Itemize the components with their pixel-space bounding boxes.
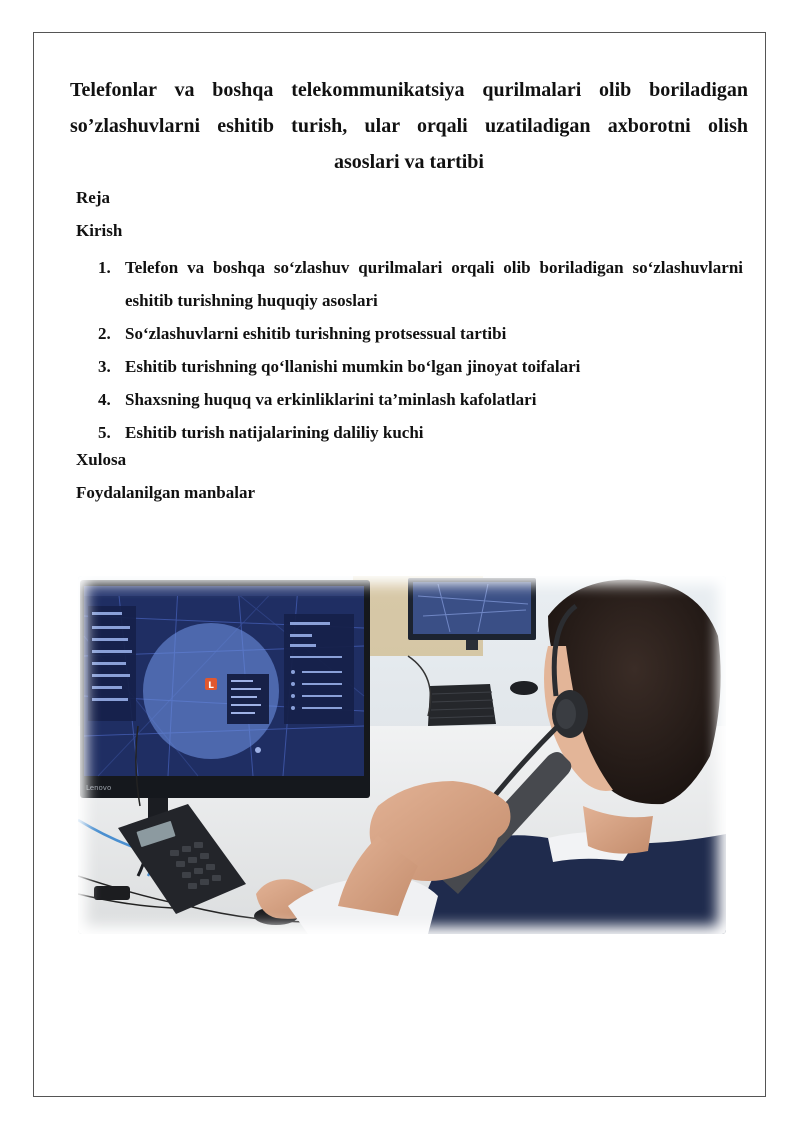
plan-list (98, 251, 743, 449)
page-frame (33, 32, 766, 1097)
back-keyboard (428, 684, 496, 726)
plan-item (98, 350, 743, 383)
plan-item-text: Shaxsning huquq va erkinliklarini ta’minlash kafolatlari (125, 390, 537, 409)
conclusion-heading: Xulosa (76, 450, 127, 469)
plan-item-number: 4. (98, 390, 111, 409)
plan-item-number: 2. (98, 324, 111, 343)
plan-item (98, 383, 743, 416)
title-line-2: so’zlashuvlarni eshitib turish, ular orqali uzatiladigan axborotni olish (70, 115, 748, 137)
plan-item-text: So‘zlashuvlarni eshitib turishning protsessual tartibi (125, 324, 507, 343)
plan-item (98, 317, 743, 350)
plan-item-number: 5. (98, 423, 111, 442)
back-mouse (510, 681, 538, 695)
back-monitor (408, 578, 536, 650)
plan-heading: Reja (76, 188, 110, 207)
document-title (70, 72, 748, 180)
usb-adapter (94, 886, 130, 900)
plan-item-text: Eshitib turishning qo‘llanishi mumkin bo‘lgan jinoyat toifalari (125, 357, 581, 376)
plan-item (98, 251, 743, 317)
sources-heading: Foydalanilgan manbalar (76, 483, 256, 502)
title-line-3: asoslari va tartibi (334, 151, 484, 173)
plan-item-number: 1. (98, 258, 111, 277)
monitor-brand-label: Lenovo (86, 784, 112, 792)
map-marker-label: L (208, 681, 214, 691)
plan-item (98, 416, 743, 449)
plan-item-text: Eshitib turish natijalarining daliliy kuchi (125, 423, 424, 442)
title-line-1: Telefonlar va boshqa telekommunikatsiya qurilmalari olib boriladigan (70, 79, 748, 101)
intro-heading: Kirish (76, 221, 123, 240)
plan-item-text: Telefon va boshqa so‘zlashuv qurilmalari orqali olib boriladigan so‘zlashuvlarni eshitib turishning huquqiy asoslari (125, 258, 743, 310)
operator-photo (78, 576, 726, 934)
plan-item-number: 3. (98, 357, 111, 376)
